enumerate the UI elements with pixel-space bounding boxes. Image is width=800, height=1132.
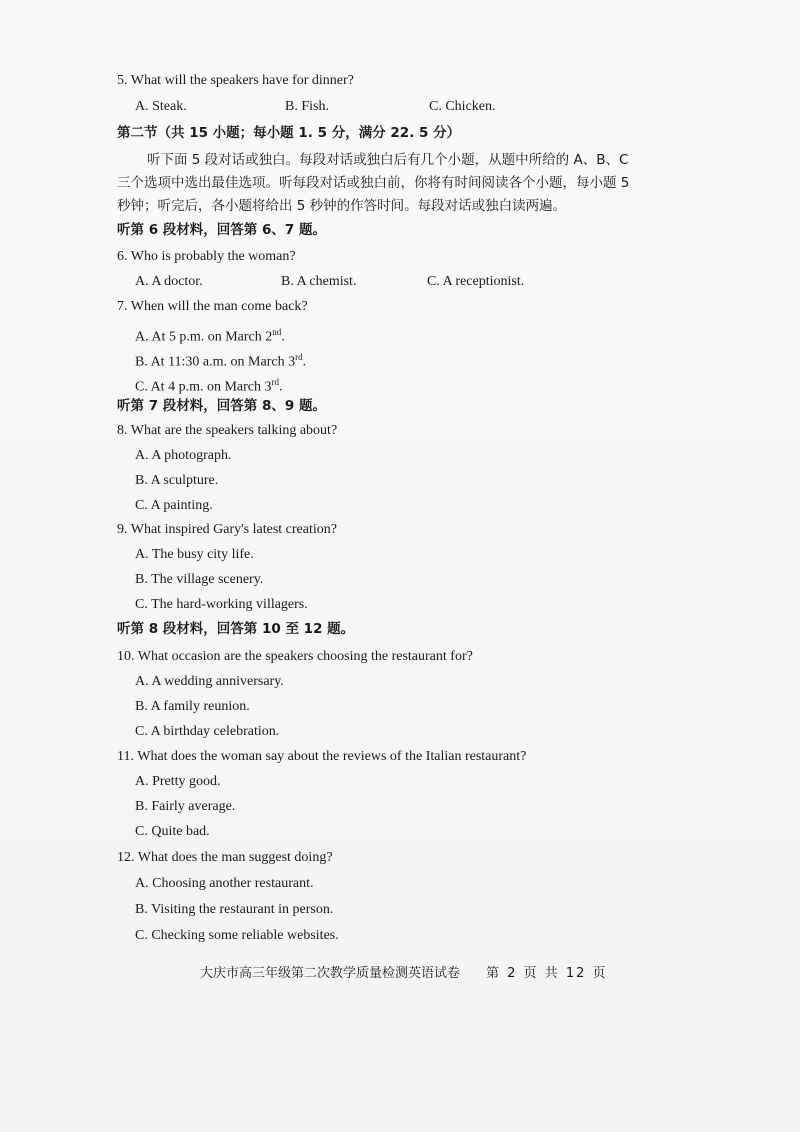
question-7-option-b: B. At 11:30 a.m. on March 3rd.	[135, 352, 307, 370]
material-7-heading: 听第 7 段材料，回答第 8、9 题。	[117, 398, 326, 414]
question-12: 12. What does the man suggest doing?	[117, 850, 333, 865]
question-12-option-c: C. Checking some reliable websites.	[135, 928, 339, 943]
question-10-option-c: C. A birthday celebration.	[135, 724, 280, 739]
option-b: B. Fish.	[285, 99, 329, 114]
instruction-line-2: 三个选项中选出最佳选项。听每段对话或独白前，你将有时间阅读各个小题，每小题 5	[117, 175, 630, 191]
question-7-option-c: C. At 4 p.m. on March 3rd.	[135, 377, 283, 395]
exam-title: 大庆市高三年级第二次教学质量检测英语试卷	[200, 966, 461, 981]
option-a: A. Steak.	[135, 99, 187, 114]
material-6-heading: 听第 6 段材料，回答第 6、7 题。	[117, 222, 326, 238]
question-6: 6. Who is probably the woman?	[117, 249, 296, 264]
question-11-option-c: C. Quite bad.	[135, 824, 210, 839]
question-7-option-a: A. At 5 p.m. on March 2nd.	[135, 327, 285, 345]
question-9: 9. What inspired Gary's latest creation?	[117, 522, 337, 537]
option-c: C. A receptionist.	[427, 274, 525, 289]
question-12-option-a: A. Choosing another restaurant.	[135, 876, 314, 891]
question-9-option-a: A. The busy city life.	[135, 547, 254, 562]
option-c: C. Chicken.	[429, 99, 496, 114]
question-9-option-b: B. The village scenery.	[135, 572, 264, 587]
option-a: A. A doctor.	[135, 274, 203, 289]
question-9-option-c: C. The hard-working villagers.	[135, 597, 308, 612]
instruction-line-3: 秒钟；听完后，各小题将给出 5 秒钟的作答时间。每段对话或独白读两遍。	[117, 198, 567, 214]
question-8: 8. What are the speakers talking about?	[117, 423, 338, 438]
question-10-option-b: B. A family reunion.	[135, 699, 250, 714]
question-11-option-a: A. Pretty good.	[135, 774, 221, 789]
question-10: 10. What occasion are the speakers choosing the restaurant for?	[117, 649, 473, 664]
question-10-option-a: A. A wedding anniversary.	[135, 674, 284, 689]
section-2-heading: 第二节（共 15 小题；每小题 1. 5 分，满分 22. 5 分）	[117, 125, 461, 141]
question-12-option-b: B. Visiting the restaurant in person.	[135, 902, 334, 917]
material-8-heading: 听第 8 段材料，回答第 10 至 12 题。	[117, 621, 355, 637]
question-11: 11. What does the woman say about the reviews of the Italian restaurant?	[117, 749, 527, 764]
question-8-option-b: B. A sculpture.	[135, 473, 219, 488]
question-11-option-b: B. Fairly average.	[135, 799, 236, 814]
question-7: 7. When will the man come back?	[117, 299, 308, 314]
question-8-option-c: C. A painting.	[135, 498, 213, 513]
question-8-option-a: A. A photograph.	[135, 448, 232, 463]
page-number: 第 2 页 共 12 页	[486, 966, 608, 981]
question-5: 5. What will the speakers have for dinner?	[117, 73, 354, 88]
option-b: B. A chemist.	[281, 274, 357, 289]
instruction-line-1: 听下面 5 段对话或独白。每段对话或独白后有几个小题，从题中所给的 A、B、C	[147, 152, 629, 168]
page-footer	[200, 962, 608, 981]
